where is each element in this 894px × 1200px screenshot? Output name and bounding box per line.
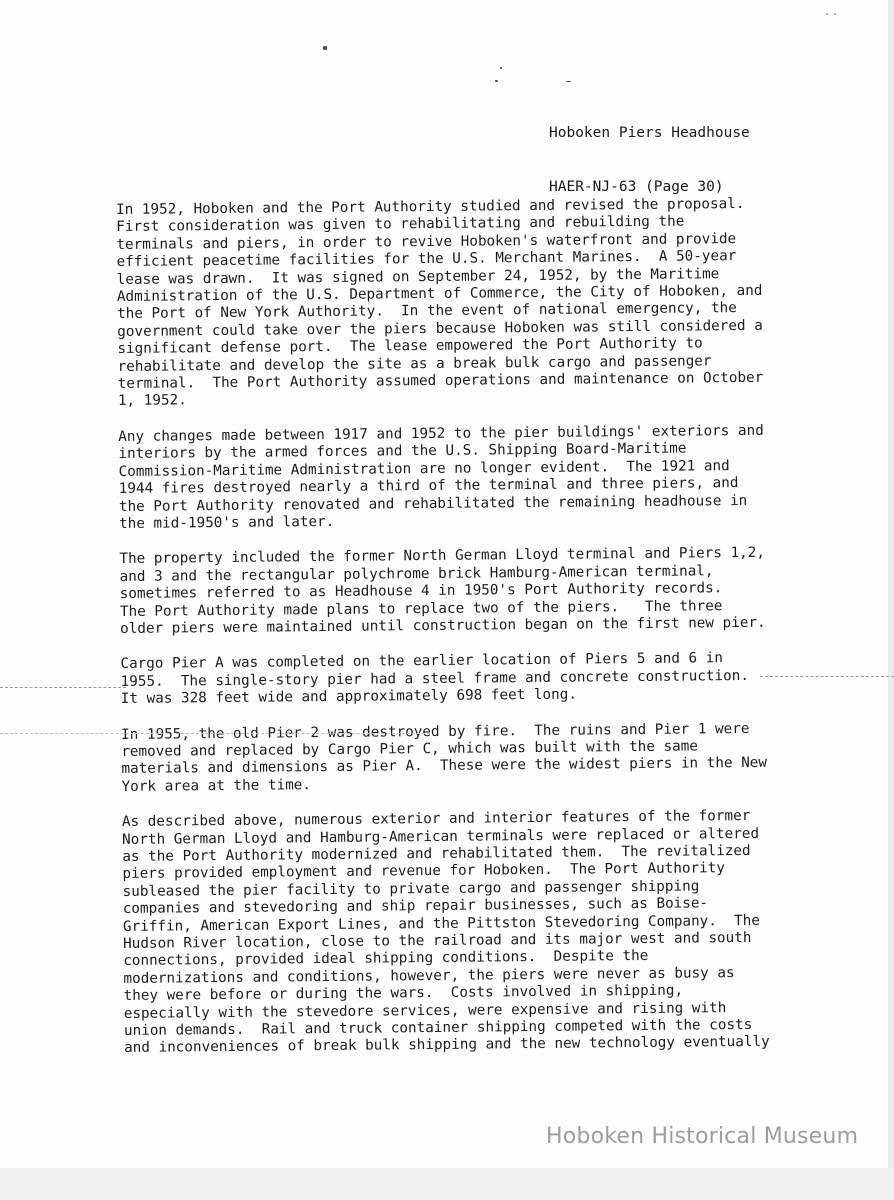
speck [834, 13, 836, 15]
text-line: significant defense port. The lease empowered the Port Authority to [117, 335, 703, 358]
text-line: and 3 and the rectangular polychrome brick Hamburg-American terminal, [119, 563, 714, 585]
text-line: the Port Authority renovated and rehabilitated the remaining headhouse in [118, 492, 748, 515]
speck [500, 67, 502, 69]
text-line: older piers were maintained until construction began on the first new pier. [120, 614, 766, 637]
bottom-strip [0, 1168, 894, 1200]
text-line: First consideration was given to rehabilitating and rebuilding the [116, 213, 685, 236]
text-line: Administration of the U.S. Department of Commerce, the City of Hoboken, and [116, 282, 763, 306]
text-line: rehabilitate and develop the site as a break bulk cargo and passenger [117, 352, 712, 375]
text-line: lease was drawn. It was signed on September 24, 1952, by the Maritime [116, 265, 720, 288]
text-line: 1955. The single-story pier had a steel frame and concrete construction. [120, 667, 750, 690]
text-line: especially with the stevedore services, were expensive and rising with [123, 999, 727, 1022]
text-line: 1, 1952. [117, 392, 187, 410]
text-line: modernizations and conditions, however, the piers were never as busy as [123, 964, 735, 987]
page-edge-shadow [888, 0, 894, 1200]
text-line: North German Lloyd and Hamburg-American terminals were replaced or altered [122, 825, 760, 848]
text-line: companies and stevedoring and ship repair businesses, such as Boise- [122, 895, 709, 918]
speck [323, 46, 327, 50]
text-line: Griffin, American Export Lines, and the Pittston Stevedoring Company. The [122, 912, 760, 935]
text-line: they were before or during the wars. Costs involved in shipping, [123, 982, 684, 1005]
text-line: Hudson River location, close to the railroad and its major west and south [123, 929, 752, 952]
text-line: and inconveniences of break bulk shipping and the new technology eventually [124, 1034, 770, 1057]
speck [826, 13, 828, 15]
paragraph-1952-proposal [116, 195, 798, 410]
text-line: 1944 fires destroyed nearly a third of the terminal and three piers, and [118, 475, 739, 498]
museum-watermark: Hoboken Historical Museum [546, 1124, 859, 1149]
text-line: Commission-Maritime Administration are no longer evident. The 1921 and [118, 457, 730, 480]
text-line: removed and replaced by Cargo Pier C, which was built with the same [121, 738, 699, 760]
text-line: efficient peacetime facilities for the U.S. Merchant Marines. A 50-year [116, 248, 737, 271]
text-line: York area at the time. [121, 776, 312, 795]
speck [495, 80, 498, 82]
text-line: the Port of New York Authority. In the event of national emergency, the [117, 300, 737, 323]
text-line: Cargo Pier A was completed on the earlier location of Piers 5 and 6 in [120, 650, 724, 673]
paragraph-modernization [122, 808, 804, 1058]
text-line: In 1952, Hoboken and the Port Authority studied and revised the proposal. [116, 195, 745, 218]
text-line: The Port Authority made plans to replace two of the piers. The three [119, 597, 723, 620]
text-line: Any changes made between 1917 and 1952 to the pier buildings' exteriors and [118, 422, 764, 445]
document-body [116, 195, 804, 1075]
text-line: interiors by the armed forces and the U.S. Shipping Board-Maritime [118, 440, 687, 463]
text-line: terminals and piers, in order to revive Hoboken's waterfront and provide [116, 230, 737, 253]
text-line: materials and dimensions as Pier A. These were the widest piers in the New [121, 755, 768, 778]
paragraph-cargo-pier-a [120, 650, 800, 709]
text-line: The property included the former North German Lloyd terminal and Piers 1,2, [119, 545, 766, 568]
text-line: terminal. The Port Authority assumed operations and maintenance on October [117, 369, 764, 393]
text-line: sometimes referred to as Headhouse 4 in 1950's Port Authority records. [119, 580, 723, 603]
header-title: Hoboken Piers Headhouse [549, 125, 750, 141]
text-line: union demands. Rail and truck container shipping competed with the costs [123, 1016, 753, 1040]
text-line: government could take over the piers because Hoboken was still considered a [117, 317, 763, 340]
header-reference: HAER-NJ-63 (Page 30) [549, 179, 724, 195]
text-line: It was 328 feet wide and approximately 698 feet long. [120, 686, 578, 708]
scan-artifact-line [760, 676, 894, 677]
text-line: the mid-1950's and later. [119, 513, 335, 532]
scan-artifact-line [0, 733, 430, 734]
text-line: In 1955, the old Pier 2 was destroyed by fire. The ruins and Pier 1 were [121, 720, 750, 743]
paragraph-property [119, 545, 800, 639]
text-line: As described above, numerous exterior and interior features of the former [121, 808, 751, 831]
paragraph-changes-1917-1952 [118, 422, 799, 533]
text-line: subleased the pier facility to private cargo and passenger shipping [122, 878, 700, 900]
scan-artifact-line [0, 687, 126, 688]
text-line: connections, provided ideal shipping conditions. Despite the [123, 948, 649, 970]
text-line: as the Port Authority modernized and rehabilitated them. The revitalized [122, 842, 751, 865]
speck [566, 81, 571, 82]
paragraph-pier-2-fire [121, 720, 802, 796]
text-line: piers provided employment and revenue for Hoboken. The Port Authority [122, 860, 726, 883]
